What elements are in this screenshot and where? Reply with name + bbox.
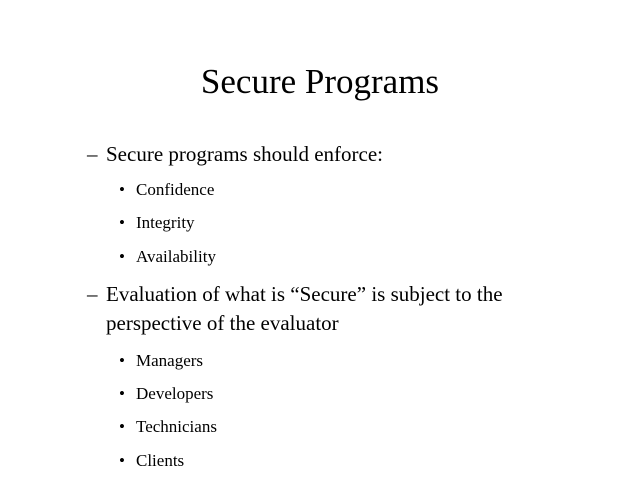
list-item [119,350,203,372]
list-item-label: Developers [136,384,214,403]
list-item-label: Availability [136,247,216,266]
bullet-icon: • [119,451,125,470]
bullet-icon: • [119,247,125,266]
bullet-icon: • [119,180,125,199]
dash-marker: – [87,282,98,306]
list-item-label: Managers [136,351,204,370]
list-item-label: Technicians [136,417,217,436]
list-item [119,246,216,268]
slide-title: Secure Programs [200,62,440,101]
list-item-label: Clients [136,451,185,470]
list-item [119,416,217,438]
list-item-label: Confidence [136,180,215,199]
list-item-label: Integrity [136,213,195,232]
section-point [87,280,587,338]
section-text: Evaluation of what is “Secure” is subject to the perspective of the evaluator [106,282,503,335]
list-item [119,179,214,201]
dash-marker: – [87,142,98,166]
list-item [119,383,213,405]
list-item [119,212,195,234]
bullet-icon: • [119,351,125,370]
section-point [87,140,587,169]
bullet-icon: • [119,213,125,232]
section-text: Secure programs should enforce: [106,142,383,166]
bullet-icon: • [119,417,125,436]
bullet-icon: • [119,384,125,403]
list-item [119,450,184,472]
